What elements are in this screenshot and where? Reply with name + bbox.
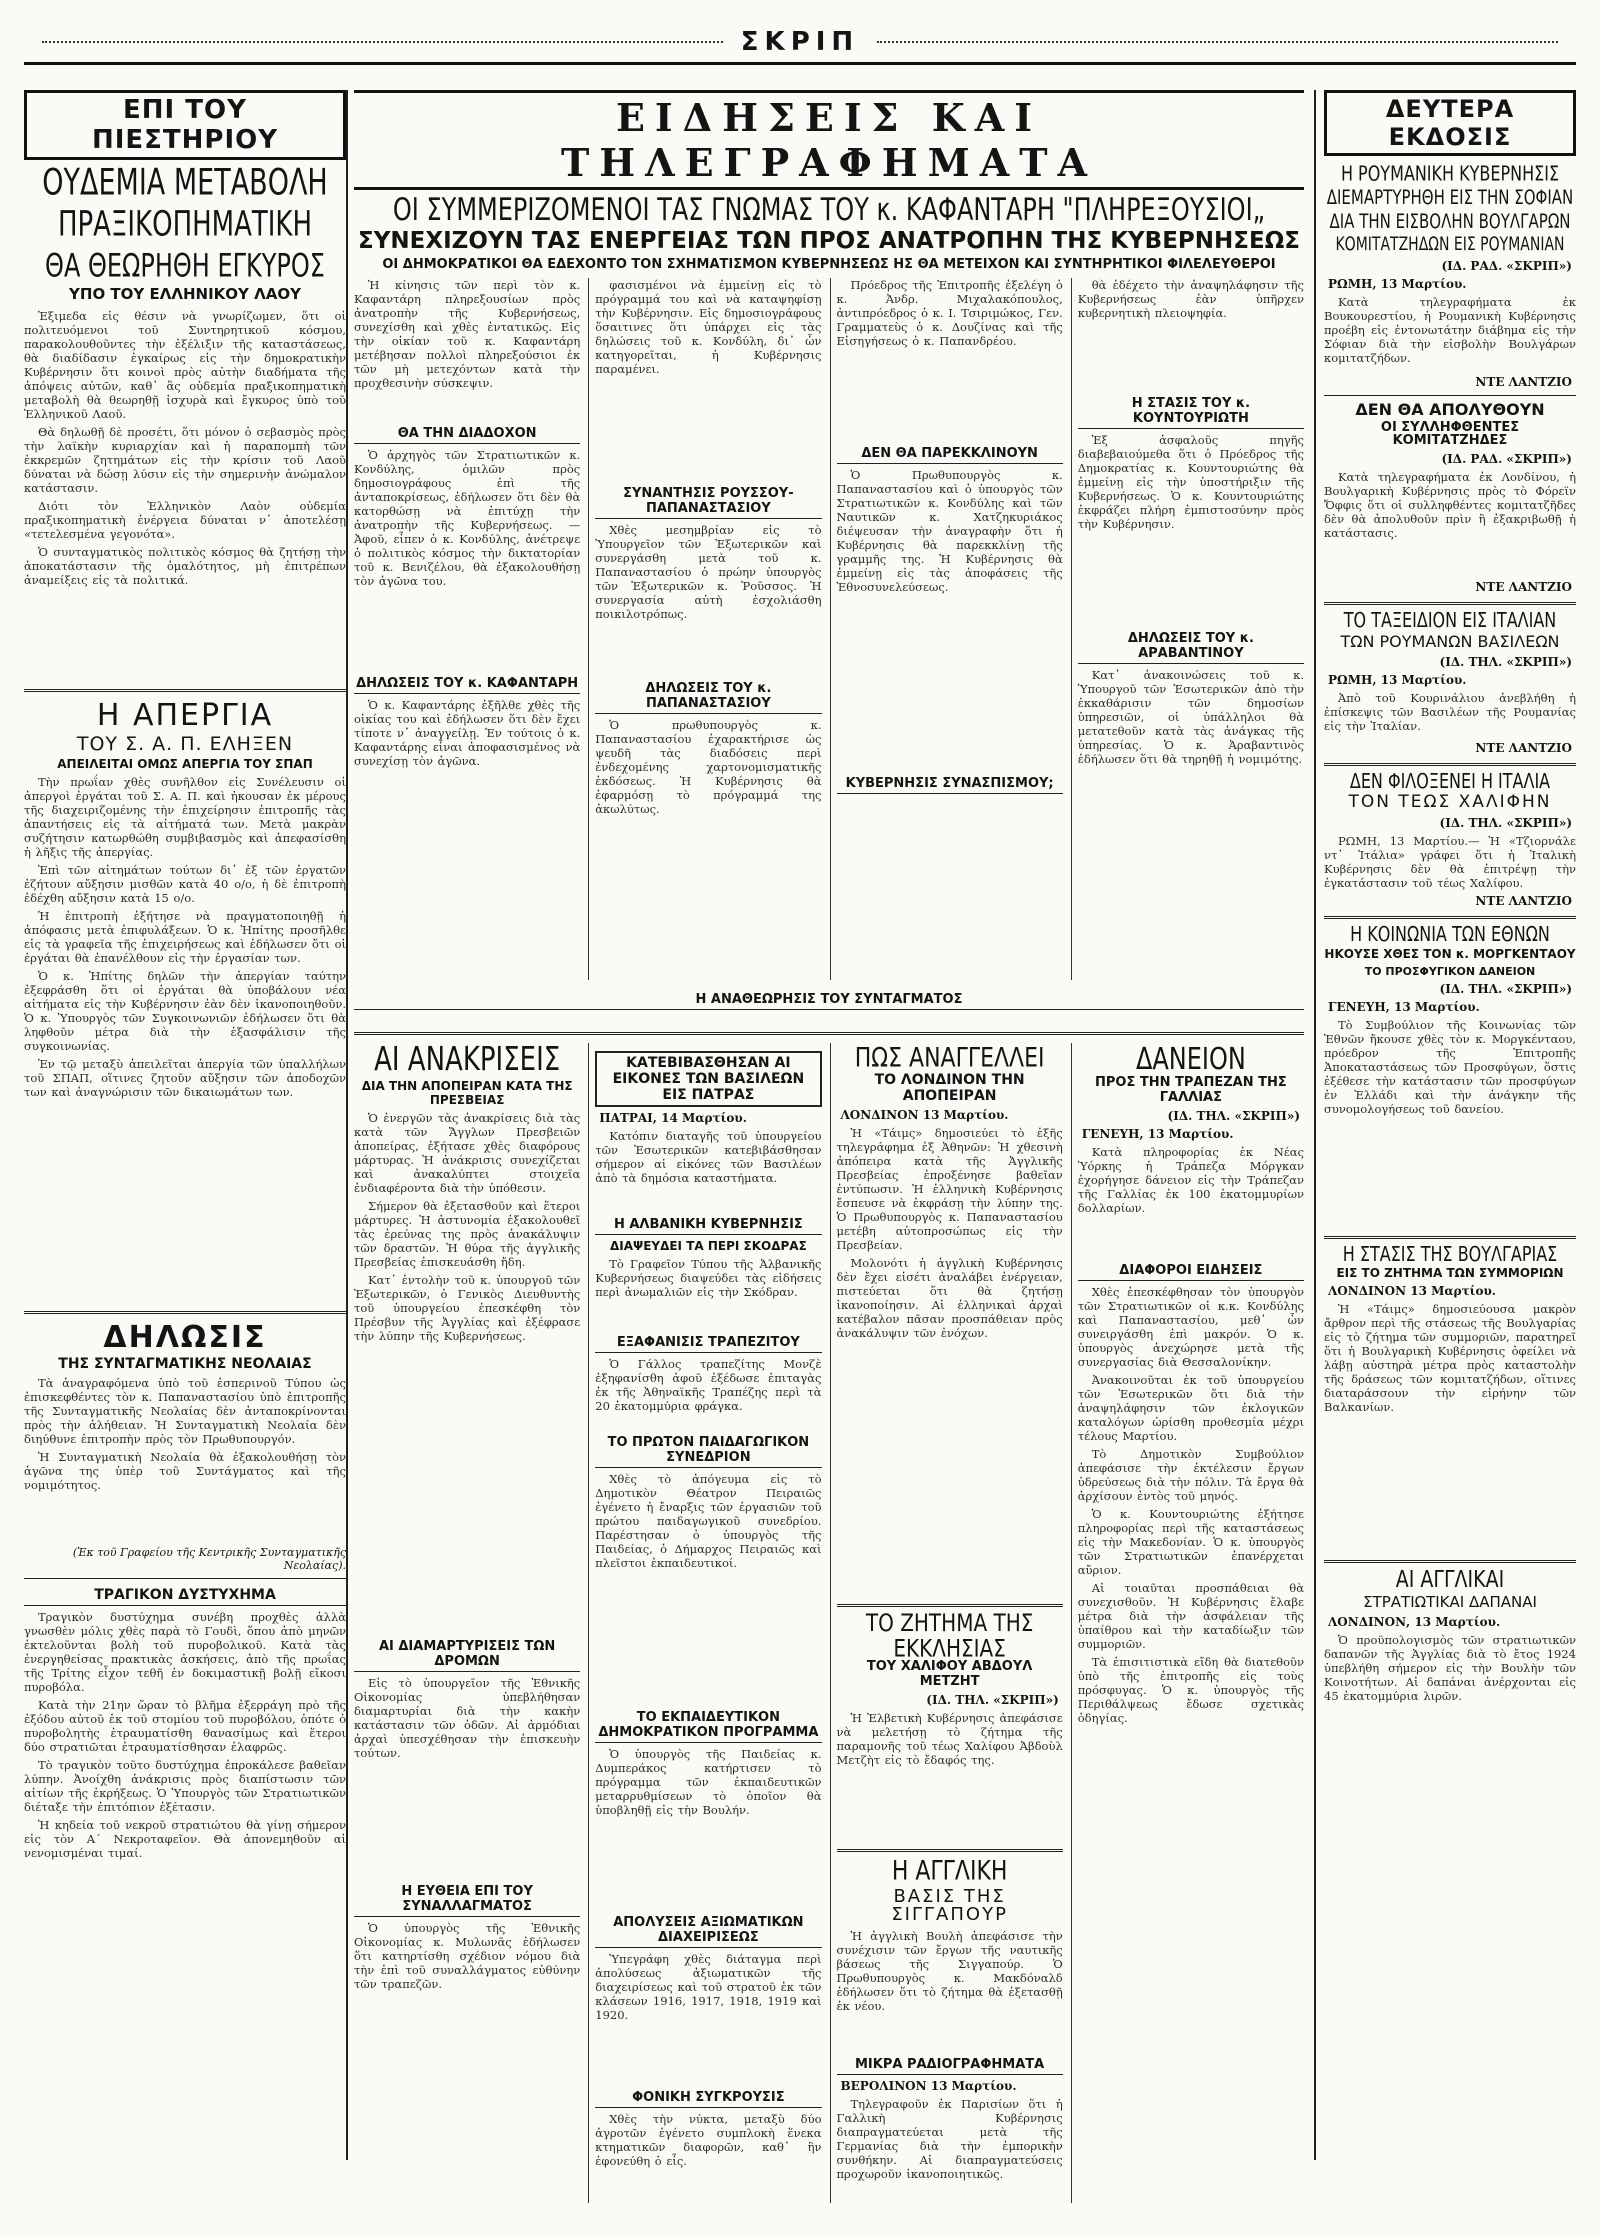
zitima-subtitle: ΤΟΥ ΧΑΛΙΦΟΥ ΑΒΔΟΥΛ ΜΕΤΖΗΤ <box>866 1659 1033 1690</box>
declarations-subtitle: ΤΗΣ ΣΥΝΤΑΓΜΑΤΙΚΗΣ ΝΕΟΛΑΙΑΣ <box>58 1355 312 1372</box>
strike-body: Τὴν πρωΐαν χθὲς συνῆλθον εἰς Συνέλευσιν οἱ ἀπεργοὶ ἐργάται τοῦ Σ. Α. Π. καὶ ἠκουσαν ἐκ μέρους τῆς διαχειριζομένης τὴν ἐπιχείρησιν ἐπιτροπῆς τὰς ἀπαντήσεις εἰς τὰ αἰτήματά των. Μετὰ μακρὰν συζήτησιν κατωρθώθη συμβιβασμὸς καὶ ἀπεφασίσθη ἡ λῆξις τῆς ἀπεργίας. Ἐπὶ τῶν αἰτημάτων τούτων δι᾽ ἐξ τῶν ἐργατῶν ἐζήτουν αὔξησιν μισθῶν κατὰ 40 ο/ο, ἡ δὲ ἐπιτροπὴ ἐδέχθη αὔξησιν κατὰ 15 ο/ο. Ἡ ἐπιτροπὴ ἐξήτησε νὰ πραγματοποιηθῇ ἡ ἀπόφασις μετὰ ἐπιφυλάξεων. Ὁ κ. Ἠπίτης προσῆλθε εἰς τὰ γραφεῖα τῆς ἐπιχειρήσεως καὶ ἐδήλωσεν ὅτι οἱ ἐργάται θὰ ἐπανέλθουν εἰς τὴν ἐργασίαν των. Ὁ κ. Ἠπίτης δηλῶν τὴν ἀπεργίαν ταύτην ἐξεφράσθη ὅτι οἱ ἐργάται θὰ ὑποβάλουν νέα αἰτήματα εἰς τὴν Κυβέρνησιν ἐὰν δὲν ἱκανοποιηθοῦν. Ὁ κ. Ὑπουργὸς τῶν Συγκοινωνιῶν ἐδήλωσεν ὅτι θὰ ληφθοῦν μέτρα διὰ τὴν ἐξασφάλισιν τῆς συγκοινωνίας. Ἐν τῷ μεταξὺ ἀπειλεῖται ἀπεργία τῶν ὑπαλλήλων τοῦ ΣΠΑΠ, οἵτινες ζητοῦν αὔξησιν τῶν ἀποδοχῶν των καὶ ἀναγνώρισιν τῶν δικαιωμάτων των. <box>24 775 346 1100</box>
h-foniki: ΦΟΝΙΚΗ ΣΥΓΚΡΟΥΣΙΣ <box>595 2090 821 2108</box>
left-divider-3 <box>24 1578 346 1579</box>
daneion-title: ΔΑΝΕΙΟΝ <box>1135 1041 1246 1077</box>
right-rule-4 <box>1324 916 1576 919</box>
center-top-col-2 <box>588 278 821 980</box>
stasis-1: Η ΣΤΑΣΙΣ ΤΗΣ ΒΟΥΛΓΑΡΙΑΣ <box>1342 1242 1558 1266</box>
filoxenei-source: (ΙΔ. ΤΗΛ. «ΣΚΡΙΠ») <box>1439 816 1572 831</box>
right-rule-2 <box>1324 602 1576 605</box>
den-parekklinoun-body: Ὁ Πρωθυπουργὸς κ. Παπαναστασίου καὶ ὁ ὑπουργὸς τῶν Στρατιωτικῶν κ. Κονδύλης καὶ τῶν Ναυτικῶν κ. Χατζηκυριάκος διέψευσαν τὴν ἀναγραφὴν ὅτι ἡ Κυβέρνησις θὰ παρεκκλίνῃ τῆς γραμμῆς της. Ἡ Κυβέρνησις θὰ ἐμμείνῃ εἰς τὰς ἀποφάσεις τῆς Ἐθνοσυνελεύσεως. <box>836 468 1063 595</box>
center-column <box>354 90 1304 2182</box>
patras-body: Κατόπιν διαταγῆς τοῦ ὑπουργείου τῶν Ἐσωτερικῶν κατεβιβάσθησαν σήμερον αἱ εἰκόνες τῶν Βασιλέων ἀπὸ τὰ δημόσια καταστήματα. <box>595 1129 822 1186</box>
main-headline-2: ΣΥΝΕΧΙΖΟΥΝ ΤΑΣ ΕΝΕΡΓΕΙΑΣ ΤΩΝ ΠΡΟΣ ΑΝΑΤΡΟΠΗΝ ΤΗΣ ΚΥΒΕΡΝΗΣΕΩΣ <box>358 228 1300 255</box>
right-romi-dateline-2: ΡΩΜΗ, 13 Μαρτίου. <box>1328 672 1467 687</box>
zitima-source: (ΙΔ. ΤΗΛ. «ΣΚΡΙΠ») <box>926 1693 1059 1708</box>
alvaniki-body: Τὸ Γραφεῖον Τύπου τῆς Ἀλβανικῆς Κυβερνήσεως διαψεύδει τὰς εἰδήσεις περὶ ἀνωμαλιῶν εἰς τὴν Σκόδραν. <box>595 1257 822 1300</box>
koinonia-source: (ΙΔ. ΤΗΛ. «ΣΚΡΙΠ») <box>1439 981 1572 996</box>
center-lead-body: Ἡ κίνησις τῶν περὶ τὸν κ. Καφαντάρη πληρεξουσίων πρὸς ἀνατροπὴν τῆς Κυβερνήσεως, συνεχίσθη καὶ χθὲς ἐντατικῶς. Εἰς τὴν οἰκίαν τοῦ κ. Καφαντάρη μετέβησαν πολλοὶ πληρεξούσιοι ἐκ τῶν μὴ μετεχόντων κατὰ τὴν προχθεσινὴν σύσκεψιν. <box>354 278 581 391</box>
masthead-rule-right <box>877 41 1558 43</box>
dilosis-kafantari-body: Ὁ κ. Καφαντάρης ἐξῆλθε χθὲς τῆς οἰκίας του καὶ ἐδήλωσεν ὅτι δὲν ἔχει τίποτε ν᾽ ἀναγγείλῃ. Ἐν τούτοις ὁ κ. Καφαντάρης εἶναι ἀποφασισμένος νὰ συνεχίσῃ τὸν ἀγῶνα. <box>354 698 581 769</box>
anakriseis-subtitle: ΔΙΑ ΤΗΝ ΑΠΟΠΕΙΡΑΝ ΚΑΤΑ ΤΗΣ ΠΡΕΣΒΕΙΑΣ <box>361 1078 573 1107</box>
declarations-title: ΔΗΛΩΣΙΣ <box>103 1320 267 1356</box>
diamartyriseis-body: Εἰς τὸ ὑπουργεῖον τῆς Ἐθνικῆς Οἰκονομίας ὑπεβλήθησαν διαμαρτυρίαι διὰ τὴν κακὴν κατάστασιν τῶν ὁδῶν. Αἱ ἀρμόδιαι ἀρχαὶ ὑπεσχέθησαν τὴν ἐπισκευὴν τούτων. <box>354 1675 581 1760</box>
taxeidion-2: ΤΩΝ ΡΟΥΜΑΝΩΝ ΒΑΣΙΛΕΩΝ <box>1340 631 1560 651</box>
apolythoun-body: Κατὰ τηλεγραφήματα ἐκ Λονδίνου, ἡ Βουλγαρικὴ Κυβέρνησις πρὸς τὸ Φόρεϊν Ὄφφις ὅτι οἱ συλληφθέντες κομιτατζῆδες δὲν θὰ ἀπολυθοῦν πρὶν ἢ ἐξακριβωθῇ ἡ κατάστασις. <box>1324 470 1576 541</box>
right-credit-2: ΝΤΕ ΛΑΝΤΖΙΟ <box>1475 580 1572 595</box>
h-eidikoi: Η ΕΥΘΕΙΑ ΕΠΙ ΤΟΥ ΣΥΝΑΛΛΑΓΜΑΤΟΣ <box>354 1884 580 1917</box>
pos-dateline: ΛΟΝΔΙΝΟΝ 13 Μαρτίου. <box>840 1108 1009 1123</box>
anakriseis-title: ΑΙ ΑΝΑΚΡΙΣΕΙΣ <box>374 1041 561 1079</box>
h-kyvernisis: ΚΥΒΕΡΝΗΣΙΣ ΣΥΝΑΣΠΙΣΜΟΥ; <box>837 776 1063 794</box>
page-grid <box>24 90 1576 2182</box>
anglia-subtitle: ΒΑΣΙΣ ΤΗΣ ΣΙΓΓΑΠΟΥΡ <box>891 1885 1008 1926</box>
axiomatikoi-body: Ὑπεγράφη χθὲς διάταγμα περὶ ἀπολύσεως ἀξιωματικῶν τῆς διαχειρίσεως καὶ τοῦ στρατοῦ ἐκ τῶν κλάσεων 1916, 1917, 1918, 1919 καὶ 1920. <box>595 1952 822 2023</box>
pos-body: Ἡ «Τάιμς» δημοσιεύει τὸ ἑξῆς τηλεγράφημα ἐξ Ἀθηνῶν: Ἡ χθεσινὴ ἀπόπειρα κατὰ τῆς Ἀγγλικῆς Πρεσβείας ἐπροξένησε βαθεῖαν ἐντύπωσιν. Ἡ ἑλληνικὴ Κυβέρνησις ἔσπευσε νὰ ἐκφράσῃ τὴν λύπην της. Ὁ Πρωθυπουργὸς κ. Παπαναστασίου μετέβη αὐτοπροσώπως εἰς τὴν Πρεσβείαν. Μολονότι ἡ ἀγγλικὴ Κυβέρνησις δὲν ἔχει εἰσέτι ἀναλάβει ἐνέργειαν, πιστεύεται ὅτι θὰ ζητήσῃ ἱκανοποίησιν. Αἱ ἑλληνικαὶ ἀρχαὶ κατέβαλον πᾶσαν προσπάθειαν πρὸς ἀνακάλυψιν τῶν ἐνόχων. <box>836 1126 1063 1341</box>
h-exafanisis: ΕΞΑΦΑΝΙΣΙΣ ΤΡΑΠΕΖΙΤΟΥ <box>595 1335 821 1353</box>
right-lead-2: ΔΙΕΜΑΡΤΥΡΗΘΗ ΕΙΣ ΤΗΝ ΣΟΦΙΑΝ <box>1326 185 1574 210</box>
main-headline-1: ΟΙ ΣΥΜΜΕΡΙΖΟΜΕΝΟΙ ΤΑΣ ΓΝΩΜΑΣ ΤΟΥ κ. ΚΑΦΑΝΤΑΡΗ "ΠΛΗΡΕΞΟΥΣΙΟΙ„ <box>392 191 1266 229</box>
daneion-body: Κατὰ πληροφορίας ἐκ Νέας Ὑόρκης ἡ Τράπεζα Μόργκαν ἐχορήγησε δάνειον εἰς τὴν Τράπεζαν τῆς Γαλλίας ἐκ 100 ἑκατομμυρίων δολλαρίων. <box>1077 1144 1304 1215</box>
right-lead-1: Η ΡΟΥΜΑΝΙΚΗ ΚΥΒΕΡΝΗΣΙΣ <box>1340 160 1560 186</box>
center-col2-body: φασισμένοι νὰ ἐμμείνῃ εἰς τὸ πρόγραμμά του καὶ νὰ καταψηφίσῃ τὴν Κυβέρνησιν. Εἰς δημοσιογράφους ὅσαιτινες ὅτι ὑπάρχει εἰς τὰς δηλώσεις τοῦ κ. Κονδύλη, δι᾽ ὧν κατηγορεῖται, ἡ Κυβέρνησις παραμένει. <box>595 278 822 377</box>
dapanai-2: ΣΤΡΑΤΙΩΤΙΚΑΙ ΔΑΠΑΝΑΙ <box>1363 1593 1537 1612</box>
left-lead-headline-3: ΘΑ ΘΕΩΡΗΘΗ ΕΓΚΥΡΟΣ <box>45 246 325 285</box>
right-rule-6 <box>1324 1560 1576 1563</box>
center-bottom-columns <box>354 1043 1304 2203</box>
dilosis-papanast-body: Ὁ πρωθυπουργὸς κ. Παπαναστασίου ἐχαρακτήρισε ὡς ψευδῆ τὰς διαδόσεις περὶ ἐνδεχομένης χαρτονομισματικῆς ἐκδόσεως. Ἡ Κυβέρνησις θὰ ἐφαρμόσῃ τὸ πρόγραμμά της ἀκωλύτως. <box>595 718 822 817</box>
daneion-subtitle: ΠΡΟΣ ΤΗΝ ΤΡΑΠΕΖΑΝ ΤΗΣ ΓΑΛΛΙΑΣ <box>1094 1074 1287 1105</box>
taxeidion-1: ΤΟ ΤΑΞΕΙΔΙΟΝ ΕΙΣ ΙΤΑΛΙΑΝ <box>1343 608 1557 633</box>
center-top-columns <box>354 278 1304 980</box>
h-alvaniki-sub: ΔΙΑΨΕΥΔΕΙ ΤΑ ΠΕΡΙ ΣΚΟΔΡΑΣ <box>609 1239 807 1254</box>
right-section-title: ΔΕΥΤΕΡΑ ΕΚΔΟΣΙΣ <box>1324 90 1576 156</box>
right-lead-body: Κατὰ τηλεγραφήματα ἐκ Βουκουρεστίου, ἡ Ρουμανικὴ Κυβέρνησις προέβη εἰς ἐντονωτάτην διάβημα εἰς τὴν Σόφιαν διὰ τὴν εἰσβολὴν Βουλγάρων κομιτατζήδων. <box>1324 294 1576 365</box>
stasis-2: ΕΙΣ ΤΟ ΖΗΤΗΜΑ ΤΩΝ ΣΥΜΜΟΡΙΩΝ <box>1336 1266 1564 1281</box>
koinonia-1: Η ΚΟΙΝΩΝΙΑ ΤΩΝ ΕΘΝΩΝ <box>1350 922 1550 947</box>
daneion-source: (ΙΔ. ΤΗΛ. «ΣΚΡΙΠ») <box>1167 1108 1300 1123</box>
strike-kicker: ΑΠΕΙΛΕΙΤΑΙ ΟΜΩΣ ΑΠΕΡΓΙΑ ΤΟΥ ΣΠΑΠ <box>57 757 313 772</box>
diafora-title: ΔΙΑΦΟΡΟΙ ΕΙΔΗΣΕΙΣ <box>1078 1263 1304 1281</box>
stasis-kountourioti-body: Ἐξ ἀσφαλοῦς πηγῆς διαβεβαιούμεθα ὅτι ὁ Πρόεδρος τῆς Δημοκρατίας κ. Κουντουριώτης θὰ ἐμμείνῃ εἰς τὴν ὑποστήριξιν τῆς Κυβερνήσεως. Ὁ κ. Κουντουριώτης ἐκφράζει πλήρη ἐμπιστοσύνην πρὸς τὴν Κυβέρνησιν. <box>1077 433 1304 532</box>
strike-title: Η ΑΠΕΡΓΙΑ <box>96 697 274 733</box>
h-synantisis: ΣΥΝΑΝΤΗΣΙΣ ΡΟΥΣΣΟΥ-ΠΑΠΑΝΑΣΤΑΣΙΟΥ <box>595 486 821 519</box>
right-lead-4: ΚΟΜΙΤΑΤΖΗΔΩΝ ΕΙΣ ΡΟΥΜΑΝΙΑΝ <box>1335 234 1565 256</box>
taxeidion-body: Ἀπὸ τοῦ Κουρινάλιου ἀνεβλήθη ἡ ἐπίσκεψις τῶν Βασιλέων τῆς Ρουμανίας εἰς τὴν Ἰταλίαν. <box>1324 690 1576 733</box>
anglia-rule <box>837 1849 1063 1852</box>
berlin-dateline: ΒΕΡΟΛΙΝΟΝ 13 Μαρτίου. <box>840 2079 1017 2094</box>
proton-body: Χθὲς τὸ ἀπόγευμα εἰς τὸ Δημοτικὸν Θέατρον Πειραιῶς ἐγένετο ἡ ἔναρξις τῶν ἐργασιῶν τοῦ πρώτου παιδαγωγικοῦ συνεδρίου. Παρέστησαν ὁ ὑπουργὸς τῆς Παιδείας, ὁ Δήμαρχος Πειραιῶς καὶ πλεῖστοι ἐκπαιδευτικοί. <box>595 1472 822 1571</box>
center-top-col-1 <box>354 278 580 980</box>
left-column <box>24 90 348 2160</box>
h-den-parekklinoun: ΔΕΝ ΘΑ ΠΑΡΕΚΚΛΙΝΟΥΝ <box>837 446 1063 464</box>
apolythoun-2: ΟΙ ΣΥΛΛΗΦΘΕΝΤΕΣ ΚΟΜΙΤΑΤΖΗΔΕΣ <box>1380 419 1520 449</box>
left-lead-headline-1: ΟΥΔΕΜΙΑ ΜΕΤΑΒΟΛΗ <box>42 162 328 205</box>
h-diadoxon: ΘΑ ΤΗΝ ΔΙΑΔΟΧΟΝ <box>354 426 580 444</box>
declarations-source: (Ἐκ τοῦ Γραφείου τῆς Κεντρικῆς Συνταγματικῆς Νεολαίας). <box>72 1545 346 1572</box>
left-divider-2 <box>24 1311 346 1314</box>
center-top-col-3 <box>830 278 1063 980</box>
synantisis-body: Χθὲς μεσημβρίαν εἰς τὸ Ὑπουργεῖον τῶν Ἐξωτερικῶν καὶ συνεργάσθη μετὰ τοῦ κ. Παπαναστασίου ὁ πρώην ὑπουργὸς τῶν Ἐξωτερικῶν κ. Ῥοῦσσος. Ἡ συνεργασία αὐτὴ ἐσχολιάσθη ποικιλοτρόπως. <box>595 523 822 622</box>
strike-subtitle: ΤΟΥ Σ. Α. Π. ΕΛΗΞΕΝ <box>76 733 294 756</box>
apolythoun-source: (ΙΔ. ΡΑΔ. «ΣΚΡΙΠ») <box>1441 452 1572 467</box>
h-proton: ΤΟ ΠΡΩΤΟΝ ΠΑΙΔΑΓΩΓΙΚΟΝ ΣΥΝΕΔΡΙΟΝ <box>595 1435 821 1468</box>
right-lead-3: ΔΙΑ ΤΗΝ ΕΙΣΒΟΛΗΝ ΒΟΥΛΓΑΡΩΝ <box>1329 209 1571 233</box>
h-dilosis-aravantinou: ΔΗΛΩΣΕΙΣ ΤΟΥ κ. ΑΡΑΒΑΝΤΙΝΟΥ <box>1078 631 1304 664</box>
h-anatheorisis: Η ΑΝΑΘΕΩΡΗΣΙΣ ΤΟΥ ΣΥΝΤΑΓΜΑΤΟΣ <box>354 992 1304 1010</box>
apolythoun-1: ΔΕΝ ΘΑ ΑΠΟΛΥΘΟΥΝ <box>1355 399 1545 419</box>
anatheorisis-row <box>354 984 1304 1024</box>
h-dilosis-papanast: ΔΗΛΩΣΕΙΣ ΤΟΥ κ. ΠΑΠΑΝΑΣΤΑΣΙΟΥ <box>595 681 821 714</box>
ekpaideftikon-body: Ὁ ὑπουργὸς τῆς Παιδείας κ. Δυμπεράκος κατήρτισεν τὸ πρόγραμμα τῶν ἐκπαιδευτικῶν μεταρρυθμίσεων τὸ ὁποῖον θὰ ὑποβληθῇ εἰς τὴν Βουλήν. <box>595 1747 822 1818</box>
h-diamartyriseis: ΑΙ ΔΙΑΜΑΡΤΥΡΙΣΕΙΣ ΤΩΝ ΔΡΟΜΩΝ <box>354 1639 580 1672</box>
dapanai-body: Ὁ προϋπολογισμὸς τῶν στρατιωτικῶν δαπανῶν τῆς Ἀγγλίας διὰ τὸ ἔτος 1924 ὑπεβλήθη σήμερον εἰς τὴν Βουλὴν τῶν Κοινοτήτων. Αἱ δαπάναι ἀνέρχονται εἰς 45 ἑκατομμύρια λιρῶν. <box>1324 1632 1576 1703</box>
patras-dateline: ΠΑΤΡΑΙ, 14 Μαρτίου. <box>599 1111 747 1126</box>
right-credit-3: ΝΤΕ ΛΑΝΤΖΙΟ <box>1475 740 1572 755</box>
center-col4-body: θὰ ἐδέχετο τὴν ἀναψηλάφησιν τῆς Κυβερνήσεως ἐὰν ὑπῆρχεν κυβερνητικὴ πλειοψηφία. <box>1077 278 1304 321</box>
right-rule-5 <box>1324 1236 1576 1239</box>
stasis-body: Ἡ «Τάιμς» δημοσιεύουσα μακρὸν ἄρθρον περὶ τῆς στάσεως τῆς Βουλγαρίας εἰς τὸ ζήτημα τῶν συμμοριῶν, παρατηρεῖ ὅτι ἡ Βουλγαρικὴ Κυβέρνησις ὀφείλει νὰ λάβῃ αὐστηρὰ μέτρα πρὸς καταστολὴν τῆς δράσεως τῶν κομιτατζήδων, οἵτινες διαταράσσουν τὴν εἰρήνην τῶν Βαλκανίων. <box>1324 1302 1576 1415</box>
pos-subtitle: ΤΟ ΛΟΝΔΙΝΟΝ ΤΗΝ ΑΠΟΠΕΙΡΑΝ <box>874 1072 1025 1105</box>
dapanai-dateline: ΛΟΝΔΙΝΟΝ, 13 Μαρτίου. <box>1328 1614 1501 1629</box>
masthead <box>24 22 1576 65</box>
right-column <box>1314 90 1576 2160</box>
left-divider-1 <box>24 689 346 692</box>
daneion-dateline: ΓΕΝΕΥΗ, 13 Μαρτίου. <box>1081 1126 1234 1141</box>
right-rule-3 <box>1324 763 1576 766</box>
radio-title: ΜΙΚΡΑ ΡΑΔΙΟΓΡΑΦΗΜΑΤΑ <box>837 2057 1063 2075</box>
h-stasis-kountourioti: Η ΣΤΑΣΙΣ ΤΟΥ κ. ΚΟΥΝΤΟΥΡΙΩΤΗ <box>1078 396 1304 429</box>
left-lead-headline-2: ΠΡΑΞΙΚΟΠΗΜΑΤΙΚΗ <box>57 204 313 246</box>
anglia-body: Ἡ ἀγγλικὴ Βουλὴ ἀπεφάσισε τὴν συνέχισιν τῶν ἔργων τῆς ναυτικῆς βάσεως τῆς Σιγγαπούρ. Ὁ Πρωθυπουργὸς κ. Μακδόναλδ ἐδήλωσεν ὅτι τὸ ζήτημα θὰ ἐξετασθῇ ἐκ νέου. <box>836 1929 1063 2014</box>
right-credit-1: ΝΤΕ ΛΑΝΤΖΙΟ <box>1475 374 1572 389</box>
right-londinon-dateline: ΛΟΝΔΙΝΟΝ 13 Μαρτίου. <box>1328 1284 1496 1299</box>
declarations-body: Τὰ ἀναγραφόμενα ὑπὸ τοῦ ἐσπερινοῦ Τύπου ὡς ἐπισκεφθέντες τὸν κ. Παπαναστασίου ὑπὸ ἐπιτροπῆς τῆς Συνταγματικῆς Νεολαίας δὲν ἀνταποκρίνονται πρὸς τὴν ἀλήθειαν. Ἡ Συνταγματικὴ Νεολαία δὲν διηύθυνε ἐπιτροπὴν πρὸς τὸν Πρωθυπουργόν. Ἡ Συνταγματικὴ Νεολαία θὰ ἐξακολουθήσῃ τὸν ἀγῶνα της ὑπὲρ τοῦ Συντάγματος καὶ τῆς νομιμότητος. <box>24 1375 346 1492</box>
main-headline-3: ΟΙ ΔΗΜΟΚΡΑΤΙΚΟΙ ΘΑ ΕΔΕΧΟΝΤΟ ΤΟΝ ΣΧΗΜΑΤΙΣΜΟΝ ΚΥΒΕΡΝΗΣΕΩΣ ΗΣ ΘΑ ΜΕΤΕΙΧΟΝ ΚΑΙ ΣΥΝΤΗΡΗΤΙΚΟΙ ΦΙΛΕΛΕΥΘΕΡΟΙ <box>382 257 1276 273</box>
h-alvaniki: Η ΑΛΒΑΝΙΚΗ ΚΥΒΕΡΝΗΣΙΣ <box>595 1217 821 1235</box>
koinonia-body: Τὸ Συμβούλιον τῆς Κοινωνίας τῶν Ἐθνῶν ἤκουσε χθὲς τὸν κ. Μοργκένταου, πρόεδρον τῆς Ἐπιτροπῆς Ἀποκαταστάσεως τῶν Προσφύγων, ὅστις ἐξέθεσε τὴν κατάστασιν τῶν προσφύγων ἐν Ἑλλάδι καὶ τὴν ἀνάγκην τῆς συνομολογήσεως τοῦ δανείου. <box>1324 1017 1576 1116</box>
zitima-body: Ἡ Ἐλβετικὴ Κυβέρνησις ἀπεφάσισε νὰ μελετήσῃ τὸ ζήτημα τῆς παραμονῆς τοῦ τέως Χαλίφου Ἀβδοὺλ Μετζὴτ εἰς τὸ ἔδαφός της. <box>836 1711 1063 1768</box>
right-romi-dateline-1: ΡΩΜΗ, 13 Μαρτίου. <box>1328 276 1467 291</box>
left-lead-body: Ἐξιμεδα εἰς θέσιν νὰ γνωρίζωμεν, ὅτι οἱ πολιτευόμενοι τοῦ Συντηρητικοῦ κόσμου, παρακολουθοῦντες τὴν ἐξέλιξιν τῆς καταστάσεως, θὰ διαδίδασιν ἐγκαίρως εἰς τὴν δημοκρατικὴν Κυβέρνησιν ὅτι κοινοὶ πρὸς αὐτὴν διαδήματα τῆς ἀπόψεις αὐτῶν, καθ᾽ ἃς οὐδεμία πραξικοπηματικὴ μεταβολὴ θὰ θεωρηθῇ ἰσχυρὰ καὶ ἔγκυρος ὑπὸ τοῦ Ἑλληνικοῦ Λαοῦ. Θὰ δηλωθῇ δὲ προσέτι, ὅτι μόνον ὁ σεβασμὸς πρὸς τὴν λαϊκὴν κυριαρχίαν καὶ ἡ παραπομπὴ τῶν ἐκκρεμῶν ζητημάτων εἰς τὴν κρίσιν τοῦ Λαοῦ δύναται νὰ δώσῃ λύσιν εἰς τὴν σημερινὴν ἀνώμαλον κατάστασιν. Διότι τὸν Ἑλληνικὸν Λαὸν οὐδεμία πραξικοπηματικὴ ἐνέργεια δύναται ν᾽ ἀποτελέσῃ «τετελεσμένα γεγονότα». Ὁ συνταγματικὸς πολιτικὸς κόσμος θὰ ζητήσῃ τὴν ἀποκατάστασιν τῆς ὁμαλότητος, μὴ ἐπιτρέπων ἀναμείξεις εἰς τὰ πολιτικά. <box>24 308 346 587</box>
right-rule-1 <box>1324 395 1576 396</box>
anglia-title: Η ΑΓΓΛΙΚΗ <box>891 1856 1008 1887</box>
center-bottom-col-1 <box>354 1043 580 2203</box>
h-ekpaideftikon: ΤΟ ΕΚΠΑΙΔΕΥΤΙΚΟΝ ΔΗΜΟΚΡΑΤΙΚΟΝ ΠΡΟΓΡΑΜΜΑ <box>595 1710 821 1743</box>
zitima-rule <box>837 1604 1063 1607</box>
left-lead-headline-4: ΥΠΟ ΤΟΥ ΕΛΛΗΝΙΚΟΥ ΛΑΟΥ <box>69 284 301 303</box>
taxeidion-source: (ΙΔ. ΤΗΛ. «ΣΚΡΙΠ») <box>1439 654 1572 669</box>
tragic-title: ΤΡΑΓΙΚΟΝ ΔΥΣΤΥΧΗΜΑ <box>24 1587 346 1606</box>
masthead-rule-left <box>42 41 723 43</box>
radio-body: Τηλεγραφοῦν ἐκ Παρισίων ὅτι ἡ Γαλλικὴ Κυβέρνησις διαπραγματεύεται μετὰ τῆς Γερμανίας διὰ τὴν ἐμπορικὴν συνθήκην. Αἱ διαπραγματεύσεις προχωροῦν ἱκανοποιητικῶς. <box>836 2097 1063 2182</box>
exafanisis-body: Ὁ Γάλλος τραπεζίτης Μονζὲ ἐξηφανίσθη ἀφοῦ ἐξέδωσε ἐπιταγὰς ἐκ τῆς Ἀθηναϊκῆς Τραπέζης περὶ τὰ 20 ἑκατομμύρια φράγκα. <box>595 1357 822 1414</box>
filoxenei-2: ΤΟΝ ΤΕΩΣ ΧΑΛΙΦΗΝ <box>1348 792 1552 813</box>
h-dilosis-kafantari: ΔΗΛΩΣΕΙΣ ΤΟΥ κ. ΚΑΦΑΝΤΑΡΗ <box>354 676 580 694</box>
h-katevivasthisan: ΚΑΤΕΒΙΒΑΣΘΗΣΑΝ ΑΙ ΕΙΚΟΝΕΣ ΤΩΝ ΒΑΣΙΛΕΩΝ ΕΙΣ ΠΑΤΡΑΣ <box>595 1051 821 1107</box>
right-credit-4: ΝΤΕ ΛΑΝΤΖΙΟ <box>1475 894 1572 909</box>
filoxenei-1: ΔΕΝ ΦΙΛΟΞΕΝΕΙ Η ΙΤΑΛΙΑ <box>1349 769 1551 793</box>
center-banner: ΕΙΔΗΣΕΙΣ ΚΑΙ ΤΗΛΕΓΡΑΦΗΜΑΤΑ <box>354 90 1304 190</box>
right-geneuis-dateline: ΓΕΝΕΥΗ, 13 Μαρτίου. <box>1328 999 1480 1014</box>
masthead-title: ΣΚΡΙΠ <box>740 27 860 57</box>
left-section-title: ΕΠΙ ΤΟΥ ΠΙΕΣΤΗΡΙΟΥ <box>24 90 346 160</box>
h-axiomatikoi: ΑΠΟΛΥΣΕΙΣ ΑΞΙΩΜΑΤΙΚΩΝ ΔΙΑΧΕΙΡΙΣΕΩΣ <box>595 1915 821 1948</box>
eidikoi-body: Ὁ ὑπουργὸς τῆς Ἐθνικῆς Οἰκονομίας κ. Μυλωνᾶς ἐδήλωσεν ὅτι κατηρτίσθη σχέδιον νόμου διὰ τὴν ἐπὶ τοῦ συναλλάγματος εὐθύνην τῶν τραπεζῶν. <box>354 1920 581 1991</box>
pos-title: ΠΩΣ ΑΝΑΓΓΕΛΛΕΙ <box>854 1043 1045 1074</box>
diadoxon-body: Ὁ ἀρχηγὸς τῶν Στρατιωτικῶν κ. Κονδύλης, ὁμιλῶν πρὸς δημοσιογράφους ἐπὶ τῆς ἀνταποκρίσεως, ἐδήλωσεν ὅτι δὲν θὰ κατορθώσῃ νὰ ἐπιτύχῃ τὴν ἀνατροπὴν τῆς Κυβερνήσεως. — Ἀφοῦ, εἶπεν ὁ κ. Κονδύλης, ἀνέτρεψε ὁ πολιτικὸς κόσμος τὴν δικτατορίαν τοῦ κ. Βενιζέλου, θὰ ἐξακολουθήσῃ τὸν ἀγῶνα του. <box>354 448 581 589</box>
center-top-col-4 <box>1071 278 1304 980</box>
center-bottom-col-4 <box>1071 1043 1304 2203</box>
koinonia-2: ΗΚΟΥΣΕ ΧΘΕΣ ΤΟΝ κ. ΜΟΡΓΚΕΝΤΑΟΥ <box>1324 947 1576 962</box>
foniki-body: Χθὲς τὴν νύκτα, μεταξὺ δύο ἀγροτῶν ἐγένετο συμπλοκὴ ἕνεκα κτηματικῶν διαφορῶν, καθ᾽ ἣν ἐφονεύθη ὁ εἷς. <box>595 2112 822 2169</box>
diafora-body: Χθὲς ἐπεσκέφθησαν τὸν ὑπουργὸν τῶν Στρατιωτικῶν οἱ κ.κ. Κονδύλης καὶ Παπαναστασίου, μεθ᾽ ὧν συνειργάσθη ἐπὶ μακρόν. Ὁ κ. ὑπουργὸς ἀνεχώρησε μετὰ τῆς συνεργασίας διὰ Θεσσαλονίκην. Ἀνακοινοῦται ἐκ τοῦ ὑπουργείου τῶν Ἐσωτερικῶν ὅτι διὰ τὴν ἀναψηλάφησιν τῶν ἐκλογικῶν καταλόγων ὡρίσθη προθεσμία μέχρι τέλους Μαρτίου. Τὸ Δημοτικὸν Συμβούλιον ἀπεφάσισε τὴν ἐκτέλεσιν ἔργων ὑδρεύσεως διὰ τὴν πόλιν. Τὰ ἔργα θὰ ἀρχίσουν ἐντὸς τοῦ μηνός. Ὁ κ. Κουντουριώτης ἐξήτησε πληροφορίας περὶ τῆς καταστάσεως εἰς τὴν Μακεδονίαν. Ὁ κ. ὑπουργὸς τῶν Στρατιωτικῶν ἐπανέρχεται αὔριον. Αἱ τοιαῦται προσπάθειαι θὰ συνεχισθοῦν. Ἡ Κυβέρνησις ἔλαβε μέτρα διὰ τὴν ἀσφάλειαν τῆς ὑπαίθρου καὶ τὴν καταδίωξιν τῶν συμμοριῶν. Τὰ ἐπισιτιστικὰ εἴδη θὰ διατεθοῦν ὑπὸ τῆς ἐπιτροπῆς εἰς τοὺς πρόσφυγας. Ὁ κ. ὑπουργὸς τῆς Περιθάλψεως ἔδωσε σχετικὰς ὁδηγίας. <box>1077 1284 1304 1725</box>
dapanai-1: ΑΙ ΑΓΓΛΙΚΑΙ <box>1395 1566 1505 1594</box>
filoxenei-body: ΡΩΜΗ, 13 Μαρτίου.— Ἡ «Τζιορνάλε ντ᾽ Ἰτάλια» γράφει ὅτι ἡ Ἰταλικὴ Κυβέρνησις δὲν θὰ ἐπιτρέψῃ τὴν ἐγκατάστασιν τοῦ τέως Χαλίφου. <box>1324 834 1576 891</box>
koinonia-3: ΤΟ ΠΡΟΣΦΥΓΙΚΟΝ ΔΑΝΕΙΟΝ <box>1364 964 1536 978</box>
zitima-title: ΤΟ ΖΗΤΗΜΑ ΤΗΣ ΕΚΚΛΗΣΙΑΣ <box>865 1608 1034 1663</box>
tragic-body: Τραγικὸν δυστύχημα συνέβη προχθὲς ἀλλὰ γνωσθὲν μόλις χθὲς παρὰ τὸ Γουδὶ, ὅπου ἀπὸ μηνῶν ἐκτελοῦνται βολὴ τοῦ πυροβολικοῦ. Κατὰ τὰς ἐνεργηθείσας πρακτικὰς ἀσκήσεις, ἀπὸ τῆς πρωΐας τῆς Τρίτης εἶχον τεθῆ ἐν δοκιμαστικῇ βολῇ εἴκοσι πυροβόλα. Κατὰ τὴν 21ην ὥραν τὸ βλῆμα ἐξερράγη πρὸ τῆς ἐξόδου αὐτοῦ ἐκ τοῦ στομίου τοῦ πυροβόλου, ὁπότε ὁ πυροβολητὴς ἐτραυματίσθη θανασίμως καὶ ἕτεροι δύο στρατιῶται ἐτραυματίσθησαν ἐλαφρῶς. Τὸ τραγικὸν τοῦτο δυστύχημα ἐπροκάλεσε βαθεῖαν λύπην. Ἀνοίχθη ἀνάκρισις πρὸς διαπίστωσιν τῶν αἰτίων τῆς ἐκρήξεως. Ὁ Ὑπουργὸς τῶν Στρατιωτικῶν διέταξε τὴν ἐπιτόπιον ἐξέτασιν. Ἡ κηδεία τοῦ νεκροῦ στρατιώτου θὰ γίνῃ σήμερον εἰς τὸν Α΄ Νεκροταφεῖον. Θὰ ἀπονεμηθοῦν αἱ νενομισμέναι τιμαί. <box>24 1609 346 1860</box>
center-bottom-col-3 <box>830 1043 1063 2203</box>
center-divider <box>354 1032 1304 1035</box>
right-lead-source: (ΙΔ. ΡΑΔ. «ΣΚΡΙΠ») <box>1441 258 1572 273</box>
center-bottom-col-2 <box>588 1043 821 2203</box>
anakriseis-body: Ὁ ἐνεργῶν τὰς ἀνακρίσεις διὰ τὰς κατὰ τῶν Ἄγγλων Πρεσβειῶν ἀποπείρας, ἐξήτασε χθὲς διαφόρους μάρτυρας. Ἡ ἀνάκρισις συνεχίζεται καὶ ἀνακαλύπτει στοιχεῖα ἐνδιαφέροντα διὰ τὴν ὑπόθεσιν. Σήμερον θὰ ἐξετασθοῦν καὶ ἕτεροι μάρτυρες. Ἡ ἀστυνομία ἐξακολουθεῖ τὰς ἐρεύνας της πρὸς ἀνακάλυψιν τῶν δραστῶν. Ἡ θύρα τῆς ἀγγλικῆς Πρεσβείας ἐπισκευάσθη ἤδη. Κατ᾽ ἐντολὴν τοῦ κ. ὑπουργοῦ τῶν Ἐξωτερικῶν, ὁ Γενικὸς Διευθυντὴς τοῦ ὑπουργείου ἐπεσκέφθη τὸν Πρέσβυν τῆς Ἀγγλίας καὶ ἐξέφρασε τὴν λύπην τῆς Κυβερνήσεως. <box>354 1110 581 1343</box>
dilosis-aravantinou-body: Κατ᾽ ἀνακοινώσεις τοῦ κ. Ὑπουργοῦ τῶν Ἐσωτερικῶν ἀπὸ τὴν ἐκκαθάρισιν τῶν δημοσίων ὑπηρεσιῶν, οἱ ὑπάλληλοι θὰ μετατεθοῦν κατὰ τὰς ἀνάγκας τῆς ὑπηρεσίας. Ὁ κ. Ἀραβαντινὸς ἐδήλωσεν ὅτι θὰ τηρηθῇ ἡ νομιμότης. <box>1077 668 1304 767</box>
center-col3-body: Πρόεδρος τῆς Ἐπιτροπῆς ἐξελέγη ὁ κ. Ἀνδρ. Μιχαλακόπουλος, ἀντιπρόεδρος ὁ κ. Ι. Τσιριμώκος, Γεν. Γραμματεὺς ὁ κ. Δουζίνας καὶ τῆς Εἰσηγήσεως ὁ κ. Παπανδρέου. <box>836 278 1063 349</box>
